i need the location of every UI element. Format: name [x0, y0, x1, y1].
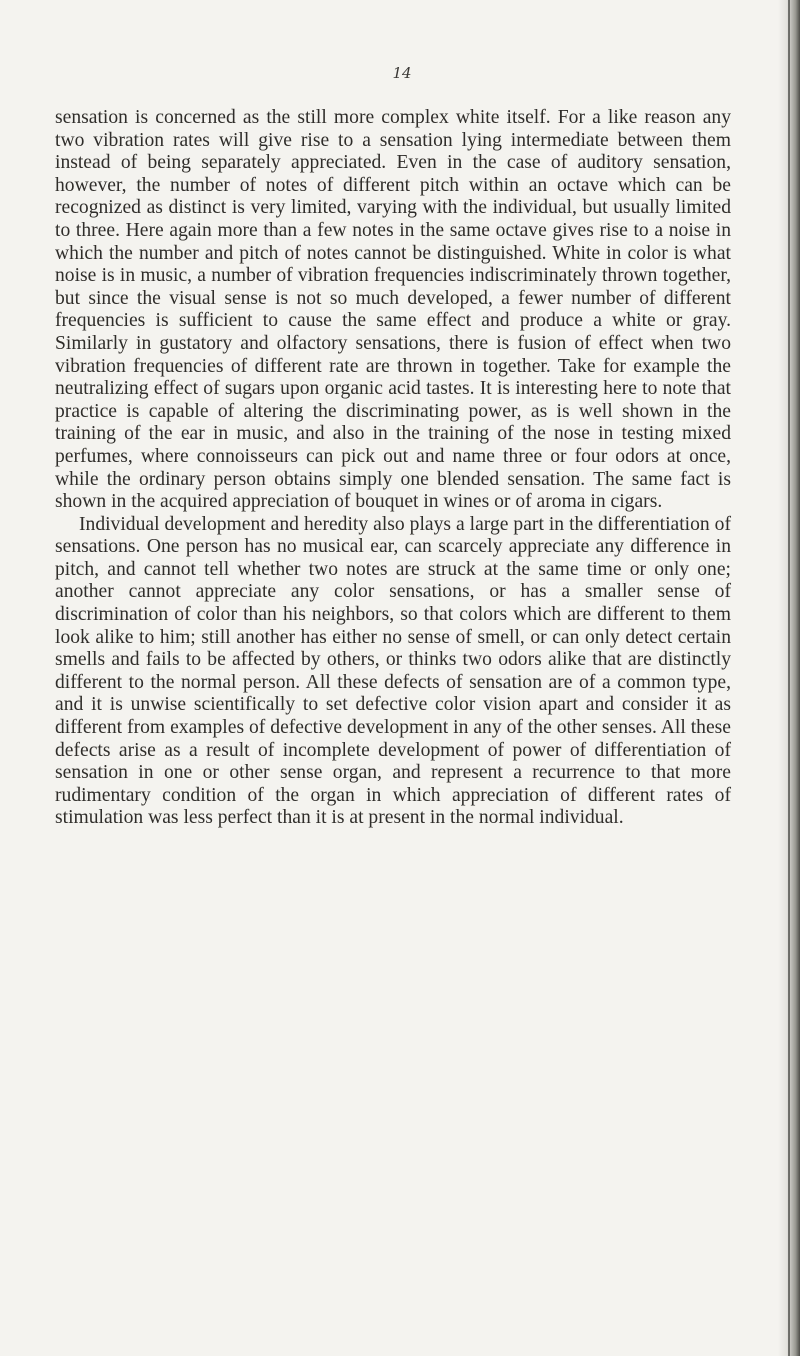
page-number: 14	[392, 64, 412, 82]
paragraph-1: sensation is concerned as the still more complex white itself. For a like reason any two vibration rates will give rise to a sensation lying intermediate between them instead of being separately appreciated. Even in the case of auditory sensation, however, the number of notes of different pitch within an octave which can be recognized as distinct is very limited, varying with the individual, but usually limited to three. Here again more than a few notes in the same octave gives rise to a noise in which the number and pitch of notes cannot be distinguished. White in color is what noise is in music, a number of vibration frequencies indiscriminately thrown together, but since the visual sense is not so much developed, a fewer number of different frequencies is sufficient to cause the same effect and produce a white or gray. Similarly in gustatory and olfactory sensations, there is fusion of effect when two vibration frequencies of different rate are thrown in together. Take for example the neutralizing effect of sugars upon organic acid tastes. It is interesting here to note that practice is capable of altering the discriminating power, as is well shown in the training of the ear in music, and also in the training of the nose in testing mixed perfumes, where connoisseurs can pick out and name three or four odors at once, while the ordinary person obtains simply one blended sensation. The same fact is shown in the acquired appreciation of bouquet in wines or of aroma in cigars.	[55, 107, 731, 513]
paragraph-2: Individual development and heredity also plays a large part in the differentiation of sensations. One person has no musical ear, can scarcely appreciate any difference in pitch, and cannot tell whether two notes are struck at the same time or only one; another cannot appreciate any color sensations, or has a smaller sense of discrimination of color than his neighbors, so that colors which are different to them look alike to him; still another has either no sense of smell, or can only detect certain smells and fails to be affected by others, or thinks two odors alike that are distinctly different to the normal person. All these defects of sensation are of a common type, and it is unwise scientifically to set defective color vision apart and consider it as different from examples of defective development in any of the other senses. All these defects arise as a result of incomplete development of power of differentiation of sensation in one or other sense organ, and represent a recurrence to that more rudimentary condition of the organ in which appreciation of different rates of stimulation was less perfect than it is at present in the normal individual.	[55, 513, 731, 829]
body-text	[55, 107, 731, 830]
page-binding-edge	[788, 0, 790, 1356]
